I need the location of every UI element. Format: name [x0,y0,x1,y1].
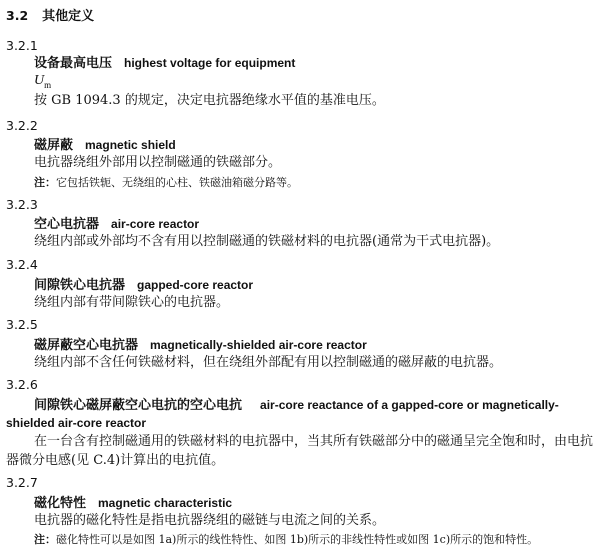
term-note [34,176,298,190]
section-title: 其他定义 [42,9,95,24]
term-en: gapped-core reactor [137,278,254,292]
term-definition: 按 GB 1094.3 的规定，决定电抗器绝缘水平值的基准电压。 [34,93,385,108]
term-zh: 磁屏蔽 [34,138,74,153]
clause-number: 3.2.4 [6,257,38,272]
symbol-subscript: m [44,79,52,90]
clause-number: 3.2.1 [6,38,38,53]
term-zh: 间隙铁心电抗器 [34,278,126,293]
term-heading [34,137,176,154]
term-heading [34,337,367,354]
term-heading [34,55,295,72]
term-heading [34,397,559,414]
term-definition: 电抗器绕组外部用以控制磁通的铁磁部分。 [34,155,282,170]
term-note [34,533,538,547]
term-en: magnetically-shielded air-core reactor [150,338,367,352]
term-definition-line-2: 器微分电感(见 C.4)计算出的电抗值。 [6,453,225,468]
term-zh: 空心电抗器 [34,217,100,232]
term-zh: 设备最高电压 [34,56,113,71]
note-text: 它包括铁轭、无绕组的心柱、铁磁油箱磁分路等。 [56,176,298,189]
note-text: 磁化特性可以是如图 1a)所示的线性特性、如图 1b)所示的非线性特性或如图 1c)所示的饱和特性。 [56,533,539,546]
section-heading [6,8,94,25]
term-zh: 间隙铁心磁屏蔽空心电抗的空心电抗 [34,398,243,413]
clause-number: 3.2.2 [6,118,38,133]
term-heading [34,495,232,512]
term-heading [34,277,253,294]
term-definition: 绕组内部有带间隙铁心的电抗器。 [34,295,230,310]
symbol-main: U [34,73,45,88]
clause-number: 3.2.7 [6,475,38,490]
term-en: air-core reactor [111,217,200,231]
term-en-continuation: shielded air-core reactor [6,416,147,430]
note-label: 注： [34,176,56,189]
term-definition: 绕组内部不含任何铁磁材料，但在绕组外部配有用以控制磁通的磁屏蔽的电抗器。 [34,355,503,370]
term-zh: 磁屏蔽空心电抗器 [34,338,139,353]
term-en-line-2 [6,415,146,432]
term-definition-line-1: 在一台含有控制磁通用的铁磁材料的电抗器中，当其所有铁磁部分中的磁通呈完全饱和时，由电抗 [34,434,594,449]
term-en: magnetic shield [85,138,176,152]
clause-number: 3.2.3 [6,197,38,212]
term-en-line-1: air-core reactance of a gapped-core or magnetically- [260,398,559,412]
term-heading [34,216,199,233]
clause-number: 3.2.6 [6,377,38,392]
term-definition: 电抗器的磁化特性是指电抗器绕组的磁链与电流之间的关系。 [34,513,386,528]
clause-number: 3.2.5 [6,317,38,332]
term-en: magnetic characteristic [98,496,233,510]
note-label: 注： [34,533,56,546]
term-en: highest voltage for equipment [124,56,296,70]
term-symbol [34,73,51,93]
term-definition: 绕组内部或外部均不含有用以控制磁通的铁磁材料的电抗器(通常为干式电抗器)。 [34,234,500,249]
term-zh: 磁化特性 [34,496,87,511]
section-number: 3.2 [6,8,29,23]
